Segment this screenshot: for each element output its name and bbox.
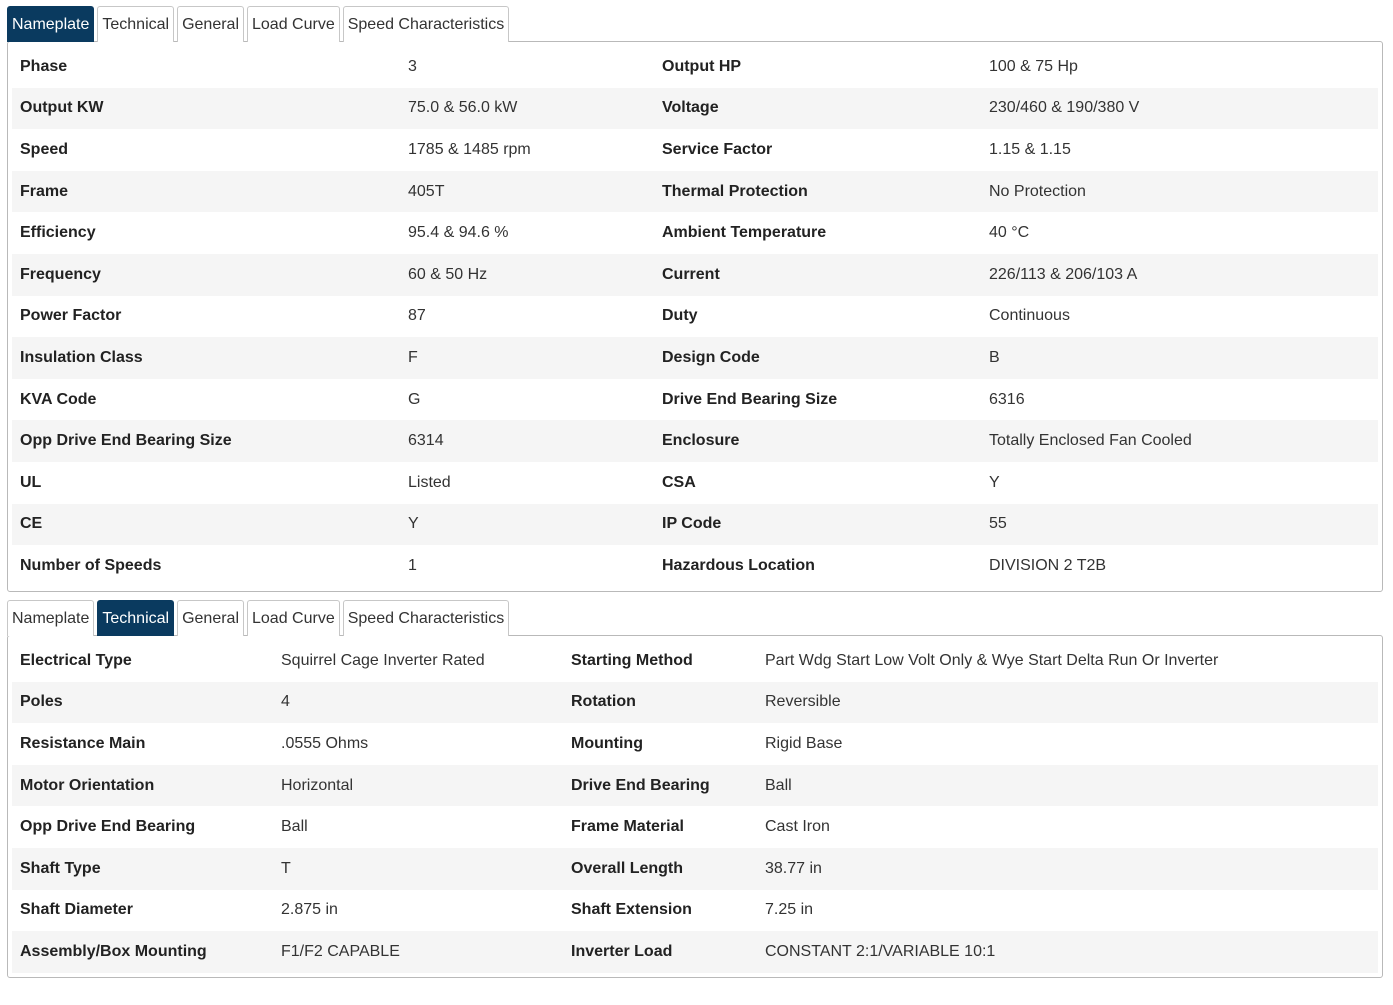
tab-technical[interactable]: Technical xyxy=(97,6,174,42)
spec-label: Efficiency xyxy=(20,224,96,242)
table-row xyxy=(12,254,1378,296)
tab-general[interactable]: General xyxy=(177,6,244,42)
tab-general[interactable]: General xyxy=(177,600,244,636)
spec-label: Drive End Bearing xyxy=(563,765,757,807)
spec-value: 226/113 & 206/103 A xyxy=(981,254,1378,296)
spec-label: Current xyxy=(654,254,981,296)
tab-speed-characteristics[interactable]: Speed Characteristics xyxy=(343,6,510,42)
table-row xyxy=(12,765,1378,807)
spec-label: Number of Speeds xyxy=(20,556,162,574)
spec-value: 405T xyxy=(400,171,654,213)
table-row xyxy=(12,848,1378,890)
spec-value: Horizontal xyxy=(273,765,563,807)
spec-value: 6316 xyxy=(989,390,1025,408)
tab-speed-characteristics[interactable]: Speed Characteristics xyxy=(343,600,510,636)
spec-value: 6314 xyxy=(400,420,654,462)
spec-value: 1785 & 1485 rpm xyxy=(408,140,531,158)
spec-label: Rotation xyxy=(563,682,757,724)
table-row xyxy=(12,682,1378,724)
table-row xyxy=(12,129,1378,171)
spec-label: Motor Orientation xyxy=(12,765,273,807)
spec-label: UL xyxy=(20,473,42,491)
table-row xyxy=(12,46,1378,88)
technical-section xyxy=(7,600,1383,978)
spec-value: 38.77 in xyxy=(757,848,1378,890)
spec-label: Resistance Main xyxy=(20,734,146,752)
spec-label: Frequency xyxy=(12,254,400,296)
spec-value: F xyxy=(400,337,654,379)
spec-label: Mounting xyxy=(571,734,643,752)
spec-value: 100 & 75 Hp xyxy=(989,57,1078,75)
spec-label: Shaft Type xyxy=(12,848,273,890)
spec-value: Cast Iron xyxy=(765,818,830,836)
spec-value: 87 xyxy=(408,307,426,325)
spec-value: Squirrel Cage Inverter Rated xyxy=(281,651,485,669)
spec-value: 230/460 & 190/380 V xyxy=(981,88,1378,130)
spec-value: Y xyxy=(989,473,1000,491)
spec-value: Listed xyxy=(408,473,451,491)
spec-label: Shaft Diameter xyxy=(20,901,133,919)
table-row xyxy=(12,545,1378,587)
table-row xyxy=(12,379,1378,421)
table-row xyxy=(12,640,1378,682)
spec-label: Insulation Class xyxy=(12,337,400,379)
spec-label: Design Code xyxy=(654,337,981,379)
tab-nameplate[interactable]: Nameplate xyxy=(7,600,94,636)
spec-label: Inverter Load xyxy=(563,931,757,973)
spec-label: Frame xyxy=(12,171,400,213)
spec-value: Totally Enclosed Fan Cooled xyxy=(981,420,1378,462)
spec-label: Speed xyxy=(20,140,69,158)
spec-value: G xyxy=(408,390,421,408)
technical-panel xyxy=(7,635,1383,978)
spec-value: 75.0 & 56.0 kW xyxy=(400,88,654,130)
table-row xyxy=(12,462,1378,504)
spec-label: Shaft Extension xyxy=(571,901,692,919)
spec-label: Duty xyxy=(662,307,698,325)
spec-value: Ball xyxy=(281,818,308,836)
table-row xyxy=(12,723,1378,765)
spec-value: Y xyxy=(400,504,654,546)
technical-table xyxy=(12,640,1378,973)
table-row xyxy=(12,337,1378,379)
spec-value: 2.875 in xyxy=(281,901,338,919)
spec-value: 3 xyxy=(408,57,417,75)
spec-label: KVA Code xyxy=(20,390,97,408)
table-row xyxy=(12,296,1378,338)
spec-value: 60 & 50 Hz xyxy=(400,254,654,296)
spec-value: DIVISION 2 T2B xyxy=(989,556,1107,574)
table-row xyxy=(12,806,1378,848)
spec-value: 7.25 in xyxy=(765,901,814,919)
tab-load-curve[interactable]: Load Curve xyxy=(247,6,340,42)
spec-value: Part Wdg Start Low Volt Only & Wye Start Delta Run Or Inverter xyxy=(765,651,1219,669)
table-row xyxy=(12,931,1378,973)
spec-label: Voltage xyxy=(654,88,981,130)
spec-value: Reversible xyxy=(757,682,1378,724)
tab-nameplate[interactable]: Nameplate xyxy=(7,6,94,42)
technical-tab-bar xyxy=(7,600,1383,635)
nameplate-panel xyxy=(7,41,1383,592)
spec-value: 55 xyxy=(981,504,1378,546)
nameplate-section xyxy=(7,6,1383,592)
spec-value: 1.15 & 1.15 xyxy=(989,140,1071,158)
spec-label: CSA xyxy=(662,473,696,491)
spec-label: IP Code xyxy=(654,504,981,546)
spec-value: B xyxy=(981,337,1378,379)
spec-label: Enclosure xyxy=(654,420,981,462)
spec-value: F1/F2 CAPABLE xyxy=(273,931,563,973)
table-row xyxy=(12,212,1378,254)
table-row xyxy=(12,171,1378,213)
table-row xyxy=(12,88,1378,130)
spec-value: T xyxy=(273,848,563,890)
spec-label: Poles xyxy=(12,682,273,724)
spec-value: 1 xyxy=(408,556,417,574)
spec-label: Assembly/Box Mounting xyxy=(12,931,273,973)
spec-value: CONSTANT 2:1/VARIABLE 10:1 xyxy=(757,931,1378,973)
tab-load-curve[interactable]: Load Curve xyxy=(247,600,340,636)
spec-label: Opp Drive End Bearing Size xyxy=(12,420,400,462)
spec-label: Overall Length xyxy=(563,848,757,890)
nameplate-tab-bar xyxy=(7,6,1383,41)
spec-value: No Protection xyxy=(981,171,1378,213)
spec-label: Power Factor xyxy=(20,307,122,325)
spec-label: Hazardous Location xyxy=(662,556,815,574)
spec-label: Electrical Type xyxy=(20,651,132,669)
spec-label: Output KW xyxy=(12,88,400,130)
nameplate-table xyxy=(12,46,1378,587)
tab-technical[interactable]: Technical xyxy=(97,600,174,636)
spec-value: Continuous xyxy=(989,307,1070,325)
spec-value: 95.4 & 94.6 % xyxy=(408,224,509,242)
spec-value: Ball xyxy=(757,765,1378,807)
spec-label: Ambient Temperature xyxy=(662,224,827,242)
spec-label: Output HP xyxy=(662,57,742,75)
table-row xyxy=(12,504,1378,546)
spec-label: Phase xyxy=(20,57,68,75)
spec-value: Rigid Base xyxy=(765,734,843,752)
spec-label: Frame Material xyxy=(571,818,684,836)
spec-label: Service Factor xyxy=(662,140,773,158)
spec-value: 4 xyxy=(273,682,563,724)
spec-label: Opp Drive End Bearing xyxy=(20,818,196,836)
spec-label: Starting Method xyxy=(571,651,693,669)
table-row xyxy=(12,420,1378,462)
table-row xyxy=(12,890,1378,932)
spec-value: .0555 Ohms xyxy=(281,734,369,752)
spec-label: CE xyxy=(12,504,400,546)
spec-label: Drive End Bearing Size xyxy=(662,390,838,408)
spec-value: 40 °C xyxy=(989,224,1030,242)
spec-label: Thermal Protection xyxy=(654,171,981,213)
